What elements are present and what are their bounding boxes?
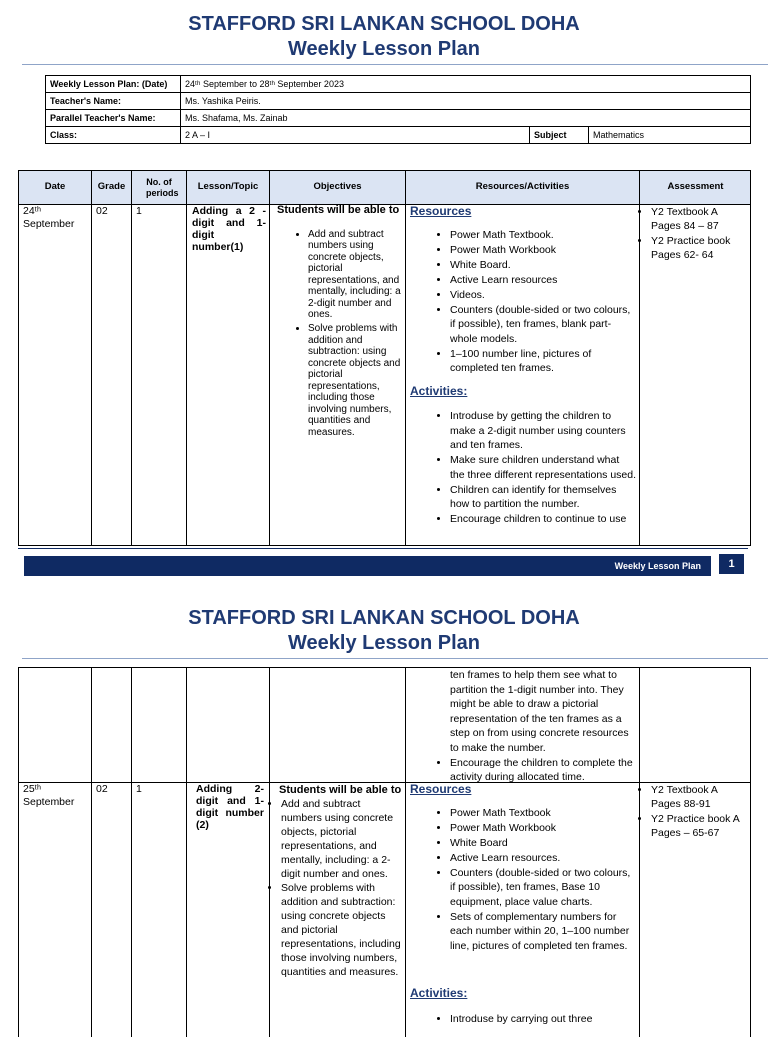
row1-resources-title: Resources [410, 204, 472, 218]
header-topic: Lesson/Topic [187, 171, 269, 204]
document-title-page2: Weekly Lesson Plan [288, 632, 480, 654]
list-item: • Introduse by getting the children to make a 2-digit number using counters and ten frames. [450, 409, 636, 453]
col-divider [405, 171, 406, 546]
page-number: 1 [719, 554, 744, 574]
footer-label: Weekly Lesson Plan [614, 561, 701, 571]
row2-objectives [271, 783, 404, 982]
row1-resources-list [410, 228, 636, 376]
row1-periods: 1 [136, 205, 142, 217]
list-item: • 1–100 number line, pictures of completed ten frames. [450, 347, 636, 376]
school-name: STAFFORD SRI LANKAN SCHOOL DOHA [188, 13, 580, 35]
row2-objectives-intro: Students will be able to [279, 784, 402, 796]
row2-resources [410, 783, 636, 1027]
list-item: • White Board. [450, 258, 636, 273]
list-item: • Y2 Practice book A Pages – 65-67 [651, 812, 749, 840]
list-item: • Videos. [450, 288, 636, 303]
row2-resources-title: Resources [410, 782, 472, 796]
row2-topic: Adding 2-digit and 1-digit number (2) [196, 783, 264, 831]
subject-label: Subject [530, 127, 589, 144]
col-divider [405, 668, 406, 1037]
header-grade: Grade [92, 171, 131, 204]
list-item: • Y2 Textbook A Pages 84 – 87 [651, 205, 749, 233]
header-objectives: Objectives [270, 171, 405, 204]
header-periods-text: No. of periods [146, 177, 179, 198]
list-item: • Counters (double-sided or two colours, if possible), ten frames, blank part-whole models. [450, 303, 636, 347]
header-date: Date [19, 171, 91, 204]
header-assessment: Assessment [640, 171, 751, 204]
list-item: • Power Math Workbook [450, 821, 636, 836]
col-divider [131, 668, 132, 1037]
row2-grade: 02 [96, 783, 108, 795]
list-item: ten frames to help them see what to partition the 1-digit number into. They might be able to draw a pictorial representation of the ten frames as a step on from using concrete resources to make the number. [450, 669, 629, 754]
row1-activities-list [410, 409, 636, 527]
list-item: • Make sure children understand what the three different representations used. [450, 453, 636, 482]
col-divider [131, 171, 132, 546]
header-rule [22, 64, 768, 65]
list-item: • Counters (double-sided or two colours, if possible), ten frames, Base 10 equipment, place value charts. [450, 866, 636, 910]
list-item: • Y2 Textbook A Pages 88-91 [651, 783, 749, 811]
row1-assessment [641, 205, 749, 265]
row2-objectives-list [271, 797, 404, 979]
list-item: • Add and subtract numbers using concrete objects, pictorial representations, and mentally, including: a 2-digit number and ones. [308, 229, 404, 321]
row1-continued-list-b [410, 756, 636, 785]
row1-continued [410, 668, 636, 785]
col-divider [186, 668, 187, 1037]
list-item: • Power Math Textbook [450, 806, 636, 821]
list-item: • Introduse by carrying out three [450, 1012, 636, 1027]
list-item: • Y2 Practice book Pages 62- 64 [651, 234, 749, 262]
row2-activities-list [410, 1012, 636, 1027]
teacher-label: Teacher's Name: [46, 93, 181, 110]
footer-rule [18, 548, 748, 549]
col-divider [639, 668, 640, 1037]
subject-value: Mathematics [589, 127, 751, 144]
school-name-page2: STAFFORD SRI LANKAN SCHOOL DOHA [188, 607, 580, 629]
col-divider [91, 668, 92, 1037]
row2-resources-list [410, 806, 636, 954]
row2-activities-title: Activities: [410, 986, 468, 1001]
row1-activities-title: Activities: [410, 383, 468, 398]
col-divider [186, 171, 187, 546]
row1-objectives [277, 204, 404, 441]
list-item: • Encourage the children to complete the activity during allocated time. [450, 756, 636, 785]
list-item: • Encourage children to continue to use [450, 512, 636, 527]
col-divider [269, 668, 270, 1037]
list-item: • Power Math Workbook [450, 243, 636, 258]
row2-assessment-list [641, 783, 749, 840]
row1-objectives-intro: Students will be able to [277, 204, 400, 216]
footer-bar [24, 556, 711, 576]
row1-assessment-list [641, 205, 749, 262]
header-periods [132, 171, 186, 204]
plan-date-label: Weekly Lesson Plan: (Date) [46, 76, 181, 93]
header-resources: Resources/Activities [406, 171, 639, 204]
document-title: Weekly Lesson Plan [288, 38, 480, 60]
parallel-teacher-label: Parallel Teacher's Name: [46, 110, 181, 127]
class-value: 2 A – I [181, 127, 530, 144]
col-divider [639, 171, 640, 546]
lesson-info-table [45, 75, 751, 144]
list-item: • Active Learn resources. [450, 851, 636, 866]
parallel-teacher-value: Ms. Shafama, Ms. Zainab [181, 110, 751, 127]
lesson-table [18, 170, 751, 546]
list-item: • Children can identify for themselves how to partition the number. [450, 483, 636, 512]
row1-resources [410, 205, 636, 527]
header-rule-page2 [22, 658, 768, 659]
row2-date: 25ᵗʰ September [23, 783, 75, 808]
lesson-table-page2 [18, 667, 751, 1037]
col-divider [91, 171, 92, 546]
list-item: • Active Learn resources [450, 273, 636, 288]
list-item: • Sets of complementary numbers for each number within 20, 1–100 number line, pictures of completed ten frames. [450, 910, 636, 954]
list-item: • White Board [450, 836, 636, 851]
row1-continued-list [410, 668, 636, 755]
row1-date: 24ᵗʰ September [23, 205, 75, 230]
list-item: • Solve problems with addition and subtraction: using concrete objects and pictorial representations, including those involving numbers, quantities and measures. [281, 881, 404, 979]
row1-grade: 02 [96, 205, 108, 217]
col-divider [269, 171, 270, 546]
plan-date-value: 24ᵗʰ September to 28ᵗʰ September 2023 [181, 76, 751, 93]
row1-topic: Adding a 2 - digit and 1- digit number(1) [192, 205, 266, 253]
class-label: Class: [46, 127, 181, 144]
list-item: • Power Math Textbook. [450, 228, 636, 243]
row2-assessment [641, 783, 749, 843]
list-item: • Add and subtract numbers using concrete objects, pictorial representations, and mentally, including: a 2-digit number and ones. [281, 797, 404, 881]
row2-periods: 1 [136, 783, 142, 795]
teacher-value: Ms. Yashika Peiris. [181, 93, 751, 110]
list-item: • Solve problems with addition and subtraction: using concrete objects and pictorial representations, including those involving numbers, quantities and measures. [308, 323, 404, 438]
row1-objectives-list [280, 229, 404, 439]
